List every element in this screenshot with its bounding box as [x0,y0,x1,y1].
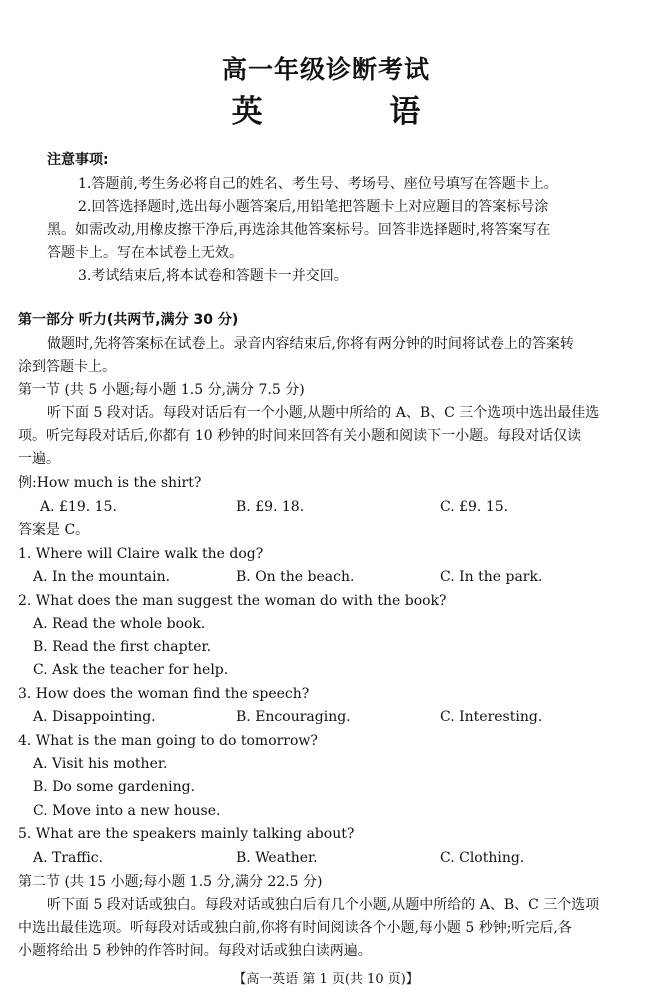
example-option-b: B. £9. 18. [236,499,305,515]
question-5-option-b: B. Weather. [236,850,318,866]
exam-title: 高一年级诊断考试 [221,55,430,84]
part1-intro-2: 涂到答题卡上。 [18,359,116,375]
question-4-option-c: C. Move into a new house. [33,803,221,819]
section1-desc-3: 一遍。 [18,451,60,467]
notice-line-2c: 答题卡上。写在本试卷上无效。 [47,245,243,261]
question-1-option-c: C. In the park. [440,569,543,585]
section2-desc-1: 听下面 5 段对话或独白。每段对话或独白后有几个小题,从题中所给的 A、B、C 三个选项 [47,897,600,913]
notice-line-1: 1.答题前,考生务必将自己的姓名、考生号、考场号、座位号填写在答题卡上。 [78,176,558,192]
question-5: 5. What are the speakers mainly talking about? [18,826,355,842]
notice-line-3: 3.考试结束后,将本试卷和答题卡一并交回。 [78,268,348,284]
question-1: 1. Where will Claire walk the dog? [18,546,264,562]
example-option-a: A. £19. 15. [40,499,117,515]
notice-line-2a: 2.回答选择题时,选出每小题答案后,用铅笔把答题卡上对应题目的答案标号涂 [78,199,549,215]
question-1-option-a: A. In the mountain. [33,569,171,585]
section1-desc-1: 听下面 5 段对话。每段对话后有一个小题,从题中所给的 A、B、C 三个选项中选出最佳选 [47,405,600,421]
part1-heading: 第一部分 听力(共两节,满分 30 分) [18,312,239,328]
question-5-option-c: C. Clothing. [440,850,525,866]
question-4-option-b: B. Do some gardening. [33,779,196,795]
example-option-c: C. £9. 15. [440,499,509,515]
question-4-option-a: A. Visit his mother. [33,756,168,772]
section2-heading: 第二节 (共 15 小题;每小题 1.5 分,满分 22.5 分) [18,874,323,890]
section1-desc-2: 项。听完每段对话后,你都有 10 秒钟的时间来回答有关小题和阅读下一小题。每段对话仅读 [18,428,582,444]
question-3-option-a: A. Disappointing. [33,709,156,725]
question-5-option-a: A. Traffic. [33,850,104,866]
question-4: 4. What is the man going to do tomorrow? [18,733,318,749]
section2-desc-2: 中选出最佳选项。听每段对话或独白前,你将有时间阅读各个小题,每小题 5 秒钟;听完后,各 [18,920,572,936]
notice-heading: 注意事项: [47,152,109,168]
question-3-option-b: B. Encouraging. [236,709,351,725]
question-3-option-c: C. Interesting. [440,709,543,725]
question-1-option-b: B. On the beach. [236,569,355,585]
question-2: 2. What does the man suggest the woman do with the book? [18,593,447,609]
example-question: 例:How much is the shirt? [18,475,202,491]
notice-line-2b: 黑。如需改动,用橡皮擦干净后,再选涂其他答案标号。回答非选择题时,将答案写在 [47,222,551,238]
question-2-option-c: C. Ask the teacher for help. [33,662,229,678]
part1-intro-1: 做题时,先将答案标在试卷上。录音内容结束后,你将有两分钟的时间将试卷上的答案转 [47,336,574,352]
question-2-option-a: A. Read the whole book. [33,616,206,632]
question-3: 3. How does the woman find the speech? [18,686,310,702]
page-footer: 【高一英语 第 1 页(共 10 页)】 [233,972,419,987]
section1-heading: 第一节 (共 5 小题;每小题 1.5 分,满分 7.5 分) [18,382,305,398]
question-2-option-b: B. Read the first chapter. [33,639,212,655]
subject-title: 英 语 [231,94,479,130]
section2-desc-3: 小题将给出 5 秒钟的作答时间。每段对话或独白读两遍。 [18,943,372,959]
example-answer: 答案是 C。 [18,522,90,538]
